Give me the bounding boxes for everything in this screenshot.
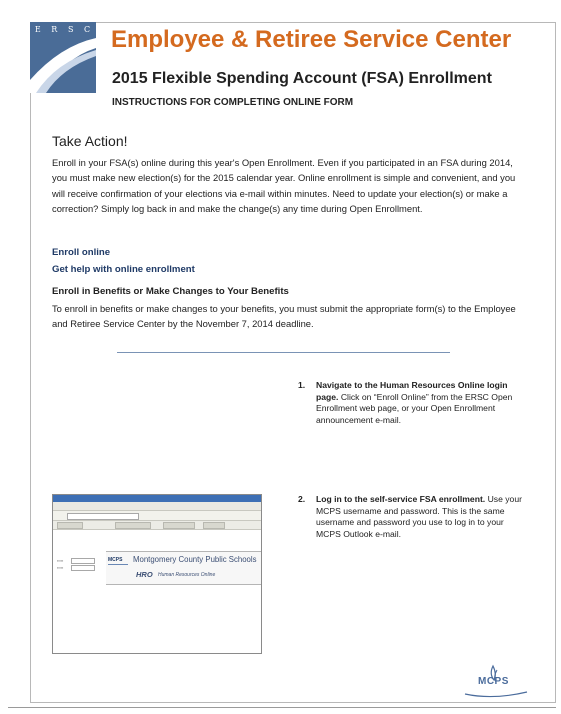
help-enrollment-link[interactable]: Get help with online enrollment [52,264,195,275]
enroll-online-link[interactable]: Enroll online [52,247,111,258]
logo-letter: S [67,25,75,34]
browser-tab [163,522,195,529]
step-body: Click on “Enroll Online” from the ERSC Open Enrollment web page, or your Open Enrollment announcement e-mail. [316,391,513,425]
mcps-footer-logo: MCPS [478,676,509,687]
ersc-logo-letters [30,25,96,34]
school-name: Montgomery County Public Schools [133,555,257,564]
hro-subtitle: Human Resources Online [158,572,216,578]
mcps-small-logo: MCPS [108,557,123,563]
bottom-rule [8,707,556,708]
instructions-heading: INSTRUCTIONS FOR COMPLETING ONLINE FORM [112,97,354,108]
logo-letter: R [51,25,59,34]
ersc-logo [30,22,96,93]
step-number: 1. [298,380,306,390]
step-bold: Log in to the self-service FSA enrollment. [316,494,486,504]
browser-tab [115,522,151,529]
browser-address-bar [53,511,261,521]
browser-tab [57,522,83,529]
step-text [316,494,523,540]
login-label: ▪▪▪▪▪ [57,559,64,563]
step-body: Use your MCPS username and password. This is the same username and password you use to log in to your MCPS Outlook e-mail. [316,494,522,539]
benefits-heading: Enroll in Benefits or Make Changes to Your Benefits [52,286,289,297]
step-text [316,380,523,426]
benefits-paragraph: To enroll in benefits or make changes to your benefits, you must submit the appropriate form(s) to the Employee and Retiree Service Center by the November 7, 2014 deadline. [52,303,516,330]
logo-letter: C [84,25,92,34]
browser-toolbar [53,521,261,530]
browser-menubar [53,502,261,511]
page-subtitle: 2015 Flexible Spending Account (FSA) Enrollment [112,70,492,87]
browser-address-field [67,513,139,520]
step-number: 2. [298,494,306,504]
hro-label: HRO [136,570,153,579]
logo-letter: E [34,25,42,34]
step-item [298,494,523,540]
take-action-heading: Take Action! [52,133,128,149]
take-action-paragraph: Enroll in your FSA(s) online during this year's Open Enrollment. Even if you participated in an FSA during 2014, you must make new election(s) for the 2015 calendar year. Online enrollment is simple and convenient, and you will receive confirmation of your elections via e-mail within minutes. Need to update your election(s) or make a correction? Simply log back in and make the change(s) any time during Open Enrollment. [52,157,516,215]
browser-titlebar [53,495,261,502]
section-divider [117,352,450,353]
mcps-small-logo-line [108,564,128,565]
step-bold: Navigate to the Human Resources Online login page. [316,380,508,402]
browser-tab [203,522,225,529]
page-title: Employee & Retiree Service Center [111,26,512,53]
step-item [298,380,523,426]
hro-login-screenshot [52,494,262,654]
login-password-box [71,565,95,571]
login-label: ▪▪▪▪▪ [57,566,64,570]
hro-banner [106,551,261,585]
login-username-box [71,558,95,564]
